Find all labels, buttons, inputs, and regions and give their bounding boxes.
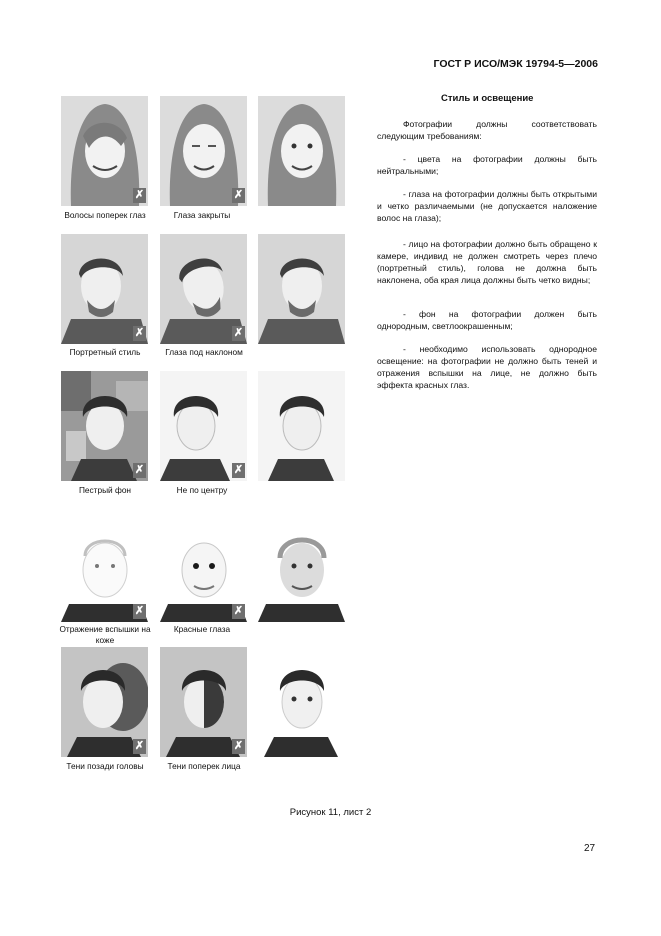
photo-busy-background xyxy=(61,371,148,481)
photo-reference-2 xyxy=(258,234,345,344)
caption-eyes-closed: Глаза закрыты xyxy=(173,210,231,220)
reject-mark: ✗ xyxy=(233,189,244,201)
photo-flash-reflection xyxy=(61,512,148,622)
reject-mark: ✗ xyxy=(134,740,145,752)
standard-header: ГОСТ Р ИСО/МЭК 19794-5—2006 xyxy=(433,58,598,70)
photo-eyes-closed xyxy=(160,96,247,206)
paragraph-colors: - цвета на фотографии должны быть нейтральными; xyxy=(377,154,597,176)
photo-off-center xyxy=(160,371,247,481)
caption-busy-background: Пестрый фон xyxy=(78,485,132,495)
paragraph-intro: Фотографии должны соответствовать следующим требованиям: xyxy=(377,119,597,141)
reject-mark: ✗ xyxy=(233,740,244,752)
caption-flash-reflection: Отражение вспышки на коже xyxy=(59,624,151,645)
figure-caption: Рисунок 11, лист 2 xyxy=(289,807,372,818)
caption-portrait-style: Портретный стиль xyxy=(69,347,141,357)
paragraph-face: - лицо на фотографии должно быть обращено к камере, индивид не должен смотреть через плечо (портретный стиль), голова не должна быть наклонена, оба края лица должны быть четко видны; xyxy=(377,239,597,285)
photo-shadows-across-face xyxy=(160,647,247,757)
photo-hair-across-eyes xyxy=(61,96,148,206)
caption-red-eyes: Красные глаза xyxy=(173,624,231,634)
caption-shadows-behind-head: Тени позади головы xyxy=(66,761,144,771)
reject-mark: ✗ xyxy=(233,327,244,339)
reject-mark: ✗ xyxy=(134,464,145,476)
photo-reference-1 xyxy=(258,96,345,206)
photo-reference-5 xyxy=(258,647,345,757)
section-title: Стиль и освещение xyxy=(441,93,534,104)
paragraph-lighting: - необходимо использовать однородное освещение: на фотографии не должно быть теней и отражения вспышки на лице, не должно быть эффекта красных глаз. xyxy=(377,344,597,390)
caption-hair-across-eyes: Волосы поперек глаз xyxy=(64,210,146,220)
caption-off-center: Не по центру xyxy=(176,485,228,495)
photo-reference-3 xyxy=(258,371,345,481)
reject-mark: ✗ xyxy=(233,464,244,476)
photo-shadows-behind-head xyxy=(61,647,148,757)
photo-portrait-style xyxy=(61,234,148,344)
reject-mark: ✗ xyxy=(134,189,145,201)
page-number: 27 xyxy=(584,843,596,854)
paragraph-eyes: - глаза на фотографии должны быть открытыми и четко различаемыми (не допускается наложение волос на глаза); xyxy=(377,189,597,223)
caption-shadows-across-face: Тени поперек лица xyxy=(167,761,241,771)
caption-tilted-eyes: Глаза под наклоном xyxy=(165,347,243,357)
photo-red-eyes xyxy=(160,512,247,622)
photo-tilted-eyes xyxy=(160,234,247,344)
paragraph-background: - фон на фотографии должен быть однородным, светлоокрашенным; xyxy=(377,309,597,331)
photo-reference-4 xyxy=(258,512,345,622)
reject-mark: ✗ xyxy=(134,327,145,339)
reject-mark: ✗ xyxy=(134,605,145,617)
reject-mark: ✗ xyxy=(233,605,244,617)
